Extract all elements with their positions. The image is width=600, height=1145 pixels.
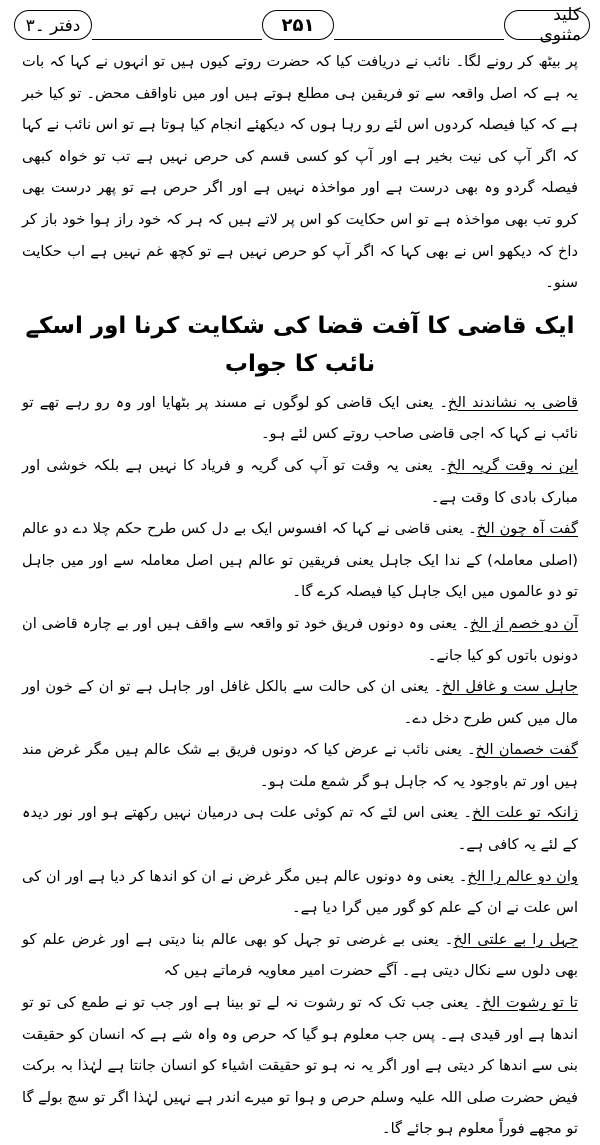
- verse-explanation-4: [22, 608, 578, 671]
- verse-lead: گفت آہ چون الخ: [476, 520, 578, 538]
- verse-commentary: ۔ یعنی یہ وقت تو آپ کی گریہ و فریاد کا نہیں ہے بلکہ خوشی اور مبارک بادی کا وقت ہے۔: [22, 456, 578, 506]
- volume-label: دفتر ۔۳: [14, 10, 92, 40]
- page-number: ۲۵۱: [262, 10, 334, 40]
- verse-commentary: ۔ یعنی نائب نے عرض کیا کہ دونوں فریق بے شک عالم ہیں مگر غرض مند ہیں اور تم باوجود یہ کہ جاہل ہو گر شمع ملت ہو۔: [22, 741, 578, 790]
- section-heading: ایک قاضی کا آفت قضا کی شکایت کرنا اور اسکے نائب کا جواب: [25, 312, 575, 377]
- verse-commentary: ۔ یعنی جب تک کہ تو رشوت نہ لے تو بینا ہے اور جب تو نے طمع کی تو تو اندھا ہے اور قیدی ہے۔ پس جب معلوم ہو گیا کہ حرص وہ واہ شے ہے کہ انسان کو حقیقت بنی سے اندھا کر دیتی ہے اور اگر یہ نہ ہو تو حقیقت اشیاء کو انسان جانتا ہے لہٰذا بہ برکت فیض حضرت صلی اللہ علیہ وسلم حرص و ہوا تو میرے اندر ہے نہیں لہٰذا اگر تو سچ بولے گا تو مجھے فوراً معلوم ہو جائے گا۔: [22, 994, 578, 1138]
- verse-explanation-9: [22, 924, 578, 987]
- book-title: کلید مثنوی: [504, 10, 590, 40]
- header-rule-right: [334, 39, 504, 40]
- verse-lead: جہل را بے علتی الخ: [453, 930, 578, 948]
- verse-explanation-5: [22, 671, 578, 734]
- verse-explanation-2: [22, 450, 578, 513]
- verse-lead: قاضی بہ نشاندند الخ: [448, 393, 578, 411]
- verse-explanation-6: [22, 734, 578, 797]
- verse-lead: گفت خصمان الخ: [475, 741, 579, 759]
- verse-explanation-8: [22, 861, 578, 924]
- verse-commentary: ۔ یعنی وہ دونوں عالم ہیں مگر غرض نے ان کو اندھا کر دیا ہے اور ان کی اس علت نے ان کے علم کو گور میں گرا دیا ہے۔: [22, 867, 578, 917]
- intro-paragraph: پر بیٹھ کر رونے لگا۔ نائب نے دریافت کیا کہ حضرت روتے کیوں ہیں تو انہوں نے کہا کہ بات یہ ہے کہ اصل واقعہ سے تو فریقین ہی مطلع ہوتے ہیں اور میں ناواقف محض۔ تو کیا خبر ہے کہ کیا فیصلہ کردوں اس لئے رو رہا ہوں کہ دیکھئے انجام کیا ہوتا ہے تو اس نائب نے کہا کہ اگر آپ کی نیت بخیر ہے اور آپ کو کسی قسم کی حرص نہیں ہے تب تو خواہ کبھی فیصلہ گردو وہ بھی درست ہے اور مواخذہ نہیں ہے اور اگر حرص ہے تو پھر درست بھی کرو تب بھی مواخذہ ہے تو اس حکایت کو اس پر لاتے ہیں کہ ہر کہ خود راز ہوا خود باز کر داخ کہ دیکھو اس نے بھی کہا کہ اگر آپ کو حرص نہیں ہے تو کچھ غم نہیں ہے اب حکایت سنو۔: [22, 53, 578, 292]
- verse-lead: تا تو رشوت الخ: [482, 994, 578, 1012]
- verse-explanation-1: [22, 387, 578, 450]
- verse-explanation-10: [22, 987, 578, 1145]
- verse-commentary: ۔ یعنی وہ دونوں فریق خود تو واقعہ سے واقف ہیں اور بے چارہ قاضی ان دونوں باتوں کو کیا جانے۔: [22, 614, 578, 664]
- verse-commentary: ۔ یعنی قاضی نے کہا کہ افسوس ایک بے دل کس طرح حکم چلا دے دو عالم (اصلی معاملہ) کے ندا ایک جاہل یعنی فریقین تو عالم ہیں اصل معاملہ سے اور میں جاہل تو دو عالموں میں ایک جاہل کیا فیصلہ کرے گا۔: [22, 520, 578, 601]
- verse-commentary: ۔ یعنی اس لئے کہ تم کوئی علت ہی درمیان نہیں رکھتے ہو اور نور دیدہ کے لئے یہ کافی ہے۔: [22, 804, 578, 854]
- verse-commentary: ۔ یعنی ان کی حالت سے بالکل غافل اور جاہل ہے تو ان کے خون اور مال میں کس طرح دخل دے۔: [22, 678, 578, 727]
- verse-lead: این نہ وقت گریہ الخ: [447, 456, 578, 474]
- verse-commentary: ۔ یعنی بے غرضی تو جہل کو بھی عالم بنا دیتی ہے اور غرض علم کو بھی دلوں سے نکال دیتی ہے۔ آگے حضرت امیر معاویہ فرماتے ہیں کہ: [22, 930, 578, 980]
- verse-lead: جاہل ست و غافل الخ: [442, 678, 578, 696]
- verse-explanation-7: [22, 797, 578, 860]
- page-body: [22, 46, 578, 1145]
- verse-lead: زانکہ تو علت الخ: [472, 804, 578, 822]
- verse-lead: آن دو خصم از الخ: [470, 614, 578, 632]
- verse-commentary: ۔ یعنی ایک قاضی کو لوگوں نے مسند پر بٹھایا اور وہ رو رہے تھے تو نائب نے کہا کہ اجی قاضی صاحب روتے کس لئے ہو۔: [22, 393, 578, 443]
- header-rule-left: [92, 39, 262, 40]
- verse-explanation-3: [22, 513, 578, 608]
- verse-lead: وان دو عالم را الخ: [467, 867, 578, 885]
